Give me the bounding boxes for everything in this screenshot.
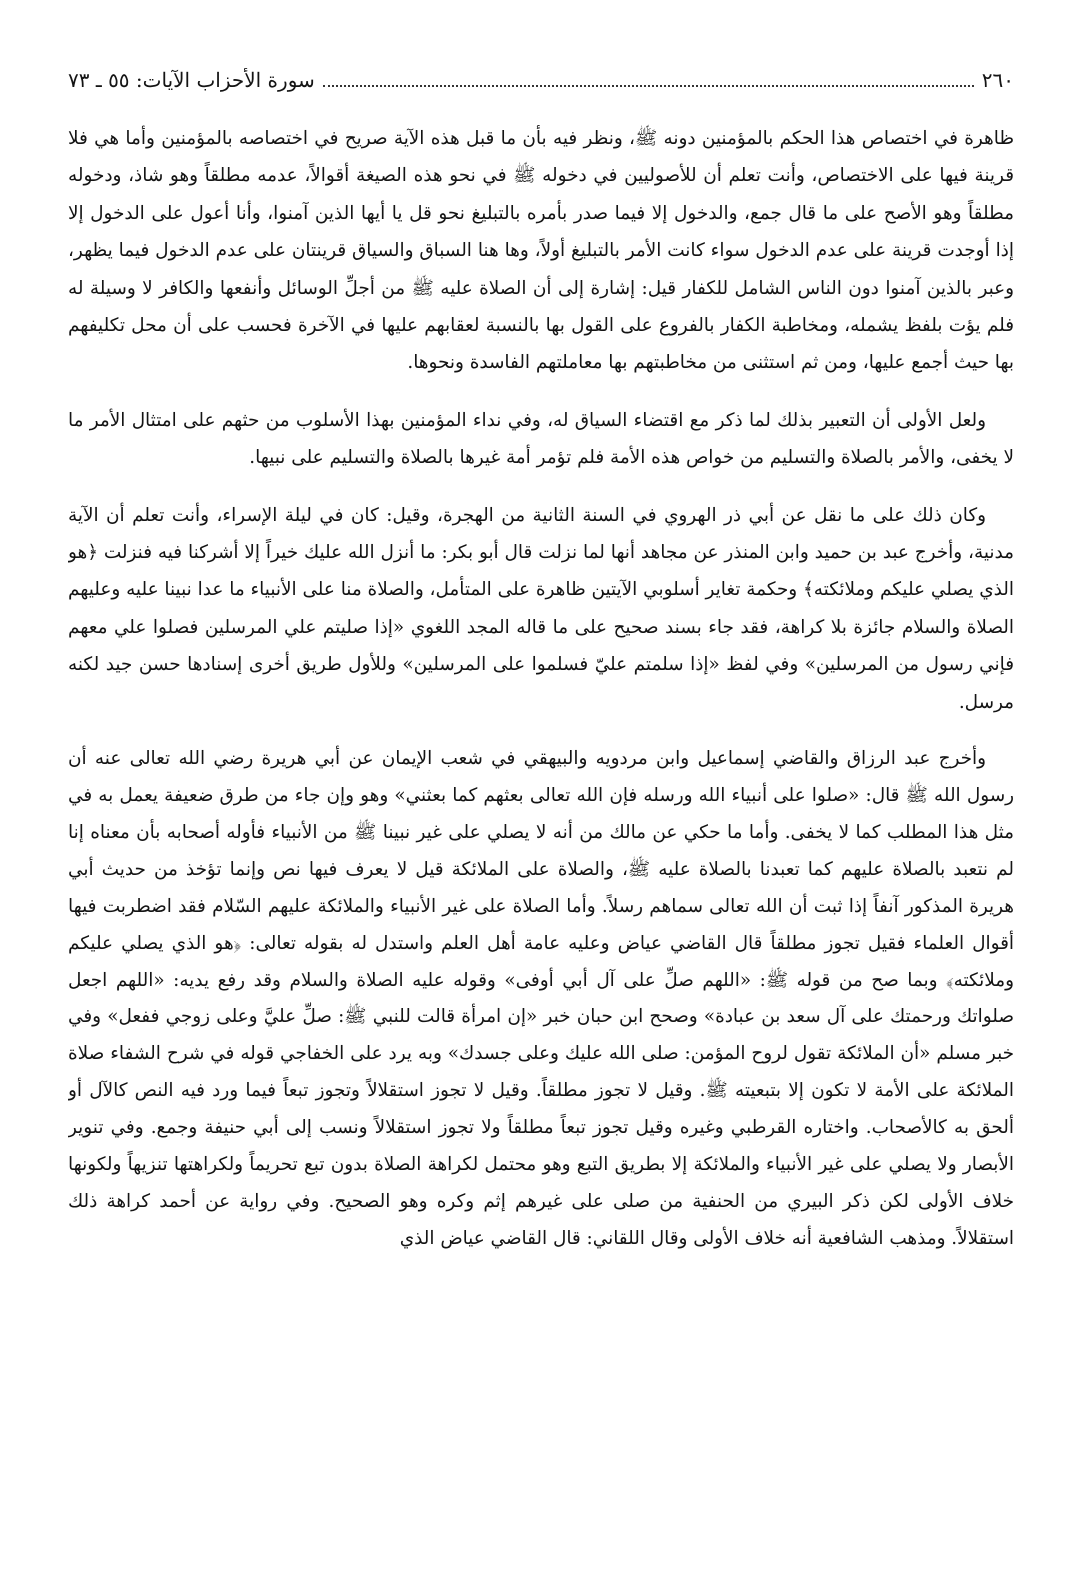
surah-title: سورة الأحزاب الآيات: ٥٥ ـ ٧٣ (68, 68, 315, 92)
paragraph: ولعل الأولى أن التعبير بذلك لما ذكر مع اقتضاء السياق له، وفي نداء المؤمنين بهذا الأسلوب من حثهم على امتثال الأمر ما لا يخفى، والأمر بالصلاة والتسليم من خواص هذه الأمة فلم تؤمر أمة غيرها بالصلاة والتسليم على نبيها. (68, 409, 1014, 469)
header-dotted-leader (323, 85, 974, 87)
page-number: ٢٦٠ (981, 68, 1014, 92)
book-page (68, 68, 1014, 1538)
body-text (68, 120, 1014, 1258)
paragraph: وأخرج عبد الرزاق والقاضي إسماعيل وابن مردويه والبيهقي في شعب الإيمان عن أبي هريرة رضي الله تعالى عنه أن رسول الله ﷺ قال: «صلوا على أنبياء الله ورسله فإن الله تعالى بعثهم كما بعثني» وهو وإن جاء من طرق ضعيفة يعمل به في مثل هذا المطلب كما لا يخفى. وأما ما حكي عن مالك من أنه لا يصلي على غير نبينا ﷺ من الأنبياء فأوله أصحابه بأن معناه إنا لم نتعبد بالصلاة عليهم كما تعبدنا بالصلاة عليه ﷺ، والصلاة على الملائكة قيل لا يعرف فيها نص وإنما تؤخذ من حديث أبي هريرة المذكور آنفاً إذا ثبت أن الله تعالى سماهم رسلاً. وأما الصلاة على غير الأنبياء والملائكة عليهم السّلام فقد اضطربت فيها أقوال العلماء فقيل تجوز مطلقاً قال القاضي عياض وعليه عامة أهل العلم واستدل له بقوله تعالى: ﴿هو الذي يصلي عليكم وملائكته﴾ وبما صح من قوله ﷺ: «اللهم صلِّ على آل أبي أوفى» وقوله عليه الصلاة والسلام وقد رفع يديه: «اللهم اجعل صلواتك ورحمتك على آل سعد بن عبادة» وصحح ابن حبان خبر «إن امرأة قالت للنبي ﷺ: صلِّ عليَّ وعلى زوجي ففعل» وفي خبر مسلم «أن الملائكة تقول لروح المؤمن: صلى الله عليك وعلى جسدك» وبه يرد على الخفاجي قوله في شرح الشفاء صلاة الملائكة على الأمة لا تكون إلا بتبعيته ﷺ. وقيل لا تجوز مطلقاً. وقيل لا تجوز استقلالاً وتجوز تبعاً فيما ورد فيه النص كالآل أو ألحق به كالأصحاب. واختاره القرطبي وغيره وقيل تجوز تبعاً مطلقاً ولا تجوز استقلالاً ونسب إلى أبي حنيفة وجمع. وفي تنوير الأبصار ولا يصلي على غير الأنبياء والملائكة إلا بطريق التبع وهو محتمل لكراهة الصلاة بدون تبع تحريماً ولكراهتها تنزيهاً ولكونها خلاف الأولى لكن ذكر البيري من الحنفية من صلى على غيرهم إثم وكره وهو الصحيح. وفي رواية عن أحمد كراهة ذلك استقلالاً. ومذهب الشافعية أنه خلاف الأولى وقال اللقاني: قال القاضي عياض الذي (68, 748, 1014, 1249)
running-header (68, 68, 1014, 106)
paragraph: وكان ذلك على ما نقل عن أبي ذر الهروي في السنة الثانية من الهجرة، وقيل: كان في ليلة الإسراء، وأنت تعلم أن الآية مدنية، وأخرج عبد بن حميد وابن المنذر عن مجاهد أنها لما نزلت قال أبو بكر: ما أنزل الله عليك خيراً إلا أشركنا فيه فنزلت ﴿هو الذي يصلي عليكم وملائكته﴾ وحكمة تغاير أسلوبي الآيتين ظاهرة على المتأمل، والصلاة منا على الأنبياء ما عدا نبينا عليه وعليهم الصلاة والسلام جائزة بلا كراهة، فقد جاء بسند صحيح على ما قاله المجد اللغوي «إذا صليتم علي المرسلين فصلوا علي معهم فإني رسول من المرسلين» وفي لفظ «إذا سلمتم عليّ فسلموا على المرسلين» وللأول طريق أخرى إسنادها حسن جيد لكنه مرسل. (68, 504, 1014, 713)
paragraph: ظاهرة في اختصاص هذا الحكم بالمؤمنين دونه ﷺ، ونظر فيه بأن ما قبل هذه الآية صريح في اختصاصه بالمؤمنين وأما هي فلا قرينة فيها على الاختصاص، وأنت تعلم أن للأصوليين في دخوله ﷺ في نحو هذه الصيغة أقوالاً، عدمه مطلقاً وهو شاذ، ودخوله مطلقاً وهو الأصح على ما قال جمع، والدخول إلا فيما صدر بأمره بالتبليغ نحو قل يا أيها الذين آمنوا، وأنا أعول على الدخول إلا إذا أوجدت قرينة على عدم الدخول سواء كانت الأمر بالتبليغ أولاً، وها هنا السباق والسياق قرينتان على عدم الدخول فيما يظهر، وعبر بالذين آمنوا دون الناس الشامل للكفار قيل: إشارة إلى أن الصلاة عليه ﷺ من أجلِّ الوسائل وأنفعها والكافر لا وسيلة له فلم يؤت بلفظ يشمله، ومخاطبة الكفار بالفروع على القول بها بالنسبة لعقابهم عليها في الآخرة فحسب على أن محل تكليفهم بها حيث أجمع عليها، ومن ثم استثنى من مخاطبتهم بها معاملتهم الفاسدة ونحوها. (68, 128, 1014, 374)
